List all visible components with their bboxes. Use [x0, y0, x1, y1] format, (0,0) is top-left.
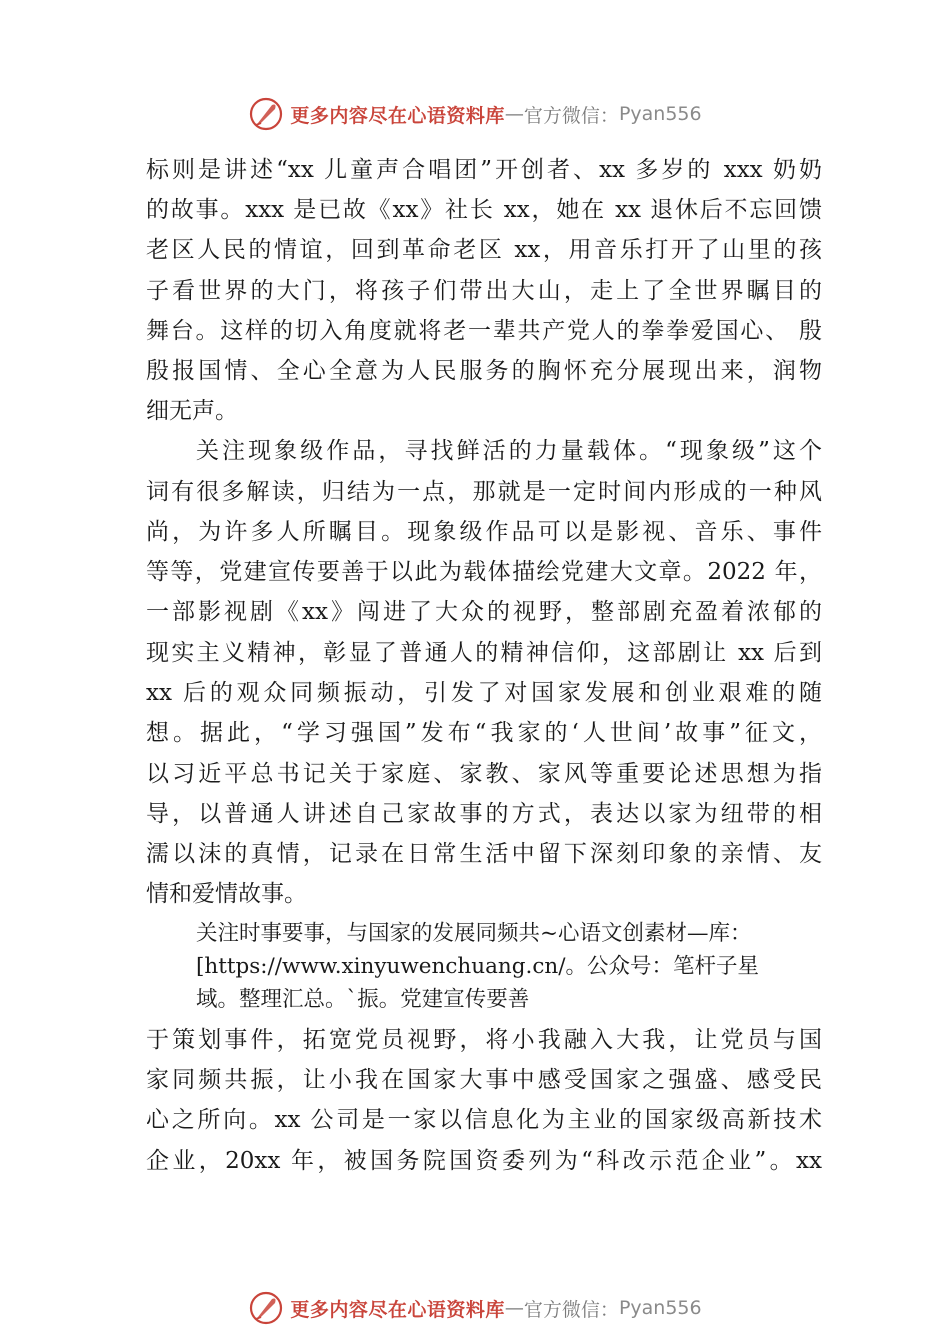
text-line: 导，以普通人讲述自己家故事的方式，表达以家为纽带的相	[146, 801, 822, 827]
header-banner	[0, 92, 950, 136]
quill-pen-logo-icon	[248, 96, 284, 132]
text-line: 于策划事件，拓宽党员视野，将小我融入大我，让党员与国	[146, 1027, 822, 1053]
banner-contact-label: 官方微信：	[523, 104, 619, 127]
banner-contact-id: Pyan556	[618, 103, 702, 125]
text-line: 现实主义精神，彰显了普通人的精神信仰，这部剧让 xx 后到	[146, 640, 822, 666]
text-line: 企业，20xx 年，被国务院国资委列为“科改示范企业”。xx	[146, 1148, 822, 1174]
text-line: 舞台。这样的切入角度就将老一辈共产党人的拳拳爱国心、 殷	[146, 318, 822, 344]
banner-contact-id: Pyan556	[618, 1297, 702, 1319]
text-line: 等等，党建宣传要善于以此为载体描绘党建大文章。2022 年，	[146, 559, 822, 585]
text-line: 情和爱情故事。	[146, 881, 307, 907]
footer-banner	[0, 1286, 950, 1330]
banner-title: 更多内容尽在心语资料库	[290, 1298, 505, 1321]
text-line: 域。整理汇总。`振。党建宣传要善	[196, 987, 530, 1012]
text-line: xx 后的观众同频振动，引发了对国家发展和创业艰难的随	[146, 680, 822, 706]
text-line: 词有很多解读，归结为一点，那就是一定时间内形成的一种风	[146, 479, 822, 505]
banner-contact-label: 官方微信：	[523, 1298, 619, 1321]
text-line: 细无声。	[146, 398, 238, 424]
text-line: 关注现象级作品，寻找鲜活的力量载体。“现象级”这个	[196, 438, 822, 464]
text-line: 标则是讲述“xx 儿童声合唱团”开创者、xx 多岁的 xxx 奶奶	[146, 157, 822, 183]
text-line: 以习近平总书记关于家庭、家教、家风等重要论述思想为指	[146, 761, 822, 787]
banner-separator: —	[504, 1297, 524, 1319]
text-line: 心之所向。xx 公司是一家以信息化为主业的国家级高新技术	[146, 1107, 822, 1133]
banner-separator: —	[504, 103, 524, 125]
text-line: 的故事。xxx 是已故《xx》社长 xx，她在 xx 退休后不忘回馈	[146, 197, 822, 223]
text-line: 家同频共振，让小我在国家大事中感受国家之强盛、感受民	[146, 1067, 822, 1093]
text-line: 关注时事要事，与国家的发展同频共~心语文创素材—库：	[196, 921, 752, 946]
text-line: 濡以沫的真情，记录在日常生活中留下深刻印象的亲情、友	[146, 841, 822, 867]
text-line: 老区人民的情谊，回到革命老区 xx，用音乐打开了山里的孩	[146, 237, 822, 263]
quill-pen-logo-icon	[248, 1290, 284, 1326]
text-line: 尚，为许多人所瞩目。现象级作品可以是影视、音乐、事件	[146, 519, 822, 545]
banner-title: 更多内容尽在心语资料库	[290, 104, 505, 127]
text-line: 想。据此，“学习强国”发布“我家的‘人世间’故事”征文，	[146, 720, 822, 746]
text-line: 殷报国情、全心全意为人民服务的胸怀充分展现出来，润物	[146, 358, 822, 384]
text-line: 一部影视剧《xx》闯进了大众的视野，整部剧充盈着浓郁的	[146, 599, 822, 625]
text-line: [https://www.xinyuwenchuang.cn/。公众号：笔杆子星	[196, 954, 759, 979]
text-line: 子看世界的大门，将孩子们带出大山，走上了全世界瞩目的	[146, 278, 822, 304]
